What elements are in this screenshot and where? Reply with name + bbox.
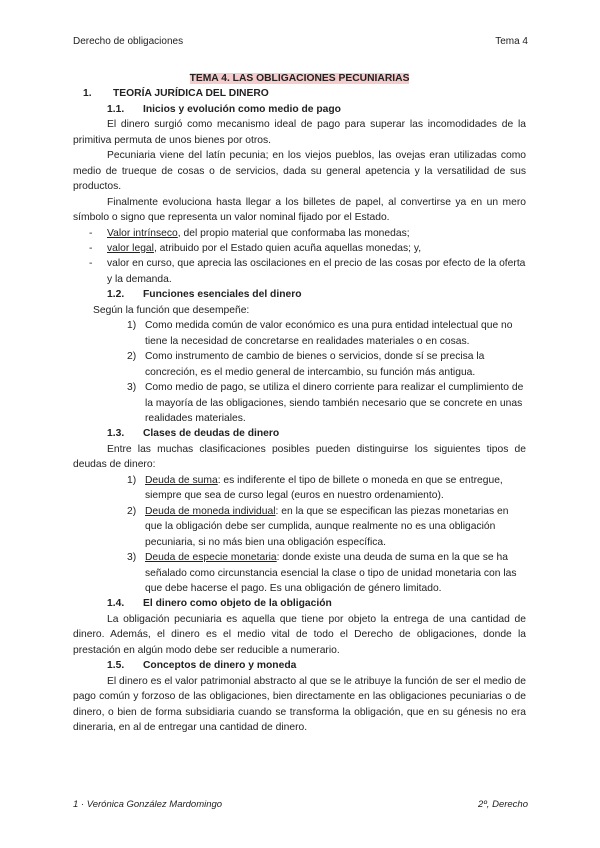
title-text: TEMA 4. LAS OBLIGACIONES PECUNIARIAS <box>189 73 410 84</box>
document-body <box>73 71 526 735</box>
list-number: 1) <box>127 320 137 332</box>
list-item-text: : es indiferente el tipo de billete o moneda en que se entregue, siempre que sea de curso legal (euros en nuestro ordenamiento). <box>145 474 503 502</box>
subsection-title: Funciones esenciales del dinero <box>143 289 302 301</box>
paragraph: Finalmente evoluciona hasta llegar a los billetes de papel, al convertirse ya en un mero símbolo o signo que representa un valor nominal fijado por el Estado. <box>73 196 526 224</box>
list-item-text: , del propio material que conformaba las monedas; <box>177 227 410 239</box>
subsection-heading-1-4 <box>73 596 526 611</box>
underlined-term: Deuda de suma <box>145 474 218 486</box>
list-number: 3) <box>127 382 137 394</box>
subsection-title: El dinero como objeto de la obligación <box>143 598 332 610</box>
subsection-heading-1-5 <box>73 658 526 673</box>
paragraph: Según la función que desempeñe: <box>93 304 250 316</box>
list-item-text: : en la que se especifican las piezas monetarias en que la obligación debe ser cumplida, aunque realmente no es una obligación pecuniaria, si no más bien una obligación específica. <box>145 505 509 548</box>
section-heading-1 <box>73 86 526 101</box>
paragraph: El dinero es el valor patrimonial abstracto al que se le atribuye la función de ser el medio de pago común y forzoso de las obligaciones, bien directamente en las obligaciones pecuniarias o de dinero, o bien de forma subsidiaria cuando se transforma la obligación, que en su génesis no era dineraria, en al de entregar una cantidad de dinero. <box>73 675 526 734</box>
list-number: 2) <box>127 505 137 517</box>
subsection-heading-1-3 <box>73 426 526 441</box>
subsection-number: 1.3. <box>107 428 125 440</box>
list-item <box>73 226 526 241</box>
list-item-text: Como medio de pago, se utiliza el dinero corriente para realizar el cumplimiento de la mayoría de las obligaciones, siendo también necesario que se concrete en unas realidades materiales. <box>145 382 524 424</box>
list-number: 1) <box>127 474 137 486</box>
subsection-number: 1.2. <box>107 289 125 301</box>
list-item <box>73 504 526 550</box>
list-item <box>73 256 526 287</box>
subsection-number: 1.1. <box>107 103 125 115</box>
subsection-heading-1-1 <box>73 102 526 117</box>
subsection-title: Clases de deudas de dinero <box>143 428 280 440</box>
underlined-term: Deuda de moneda individual <box>145 505 276 517</box>
list-item-text: , atribuido por el Estado quien acuña aquellas monedas; y, <box>153 242 422 254</box>
list-item <box>73 473 526 504</box>
section-number: 1. <box>83 88 92 100</box>
subsection-number: 1.4. <box>107 598 125 610</box>
list-item <box>73 550 526 596</box>
section-title: TEORÍA JURÍDICA DEL DINERO <box>113 88 269 100</box>
paragraph: Pecuniaria viene del latín pecunia; en los viejos pueblos, las ovejas eran utilizadas como medio de trueque de cosas o de servicios, dada su general apetencia y la versatilidad de sus productos. <box>73 150 526 193</box>
dash-marker: - <box>89 258 93 270</box>
footer-left: 1 · Verónica González Mardomingo <box>73 799 223 810</box>
list-item <box>73 318 526 349</box>
list-item-text: : donde existe una deuda de suma en la que se ha señalado como circunstancia esencial la clase o tipo de unidad monetaria con las que debe hacerse el pago. Es una obligación de género limitado. <box>145 552 517 594</box>
list-item-text: Como instrumento de cambio de bienes o servicios, donde sí se precisa la concreción, es el medio general de intercambio, su función más antigua. <box>145 351 485 378</box>
list-number: 3) <box>127 552 137 564</box>
list-item-text: valor en curso, que aprecia las oscilaciones en el precio de las cosas por efecto de la oferta y la demanda. <box>107 258 526 285</box>
header-left: Derecho de obligaciones <box>73 36 184 47</box>
dash-marker: - <box>89 227 93 239</box>
list-item <box>73 349 526 380</box>
paragraph: Entre las muchas clasificaciones posibles pueden distinguirse los siguientes tipos de deudas de dinero: <box>73 443 526 471</box>
list-item <box>73 380 526 426</box>
list-item-text: Como medida común de valor económico es una pura entidad intelectual que no tiene la necesidad de concretarse en realidades materiales o en cosas. <box>145 320 513 347</box>
dash-marker: - <box>89 242 93 254</box>
underlined-term: Valor intrínseco <box>107 227 178 239</box>
subsection-title: Conceptos de dinero y moneda <box>143 660 297 672</box>
underlined-term: Deuda de especie monetaria <box>145 552 277 564</box>
header-right: Tema 4 <box>495 36 528 47</box>
list-number: 2) <box>127 351 137 363</box>
list-item <box>73 241 526 256</box>
subsection-number: 1.5. <box>107 660 125 672</box>
underlined-term: valor legal <box>107 242 154 254</box>
page-title <box>73 71 526 86</box>
footer-right: 2º, Derecho <box>478 799 528 810</box>
subsection-heading-1-2 <box>73 287 526 302</box>
paragraph: El dinero surgió como mecanismo ideal de pago para superar las incomodidades de la primitiva permuta de unos bienes por otros. <box>73 119 526 146</box>
paragraph: La obligación pecuniaria es aquella que tiene por objeto la entrega de una cantidad de dinero. Además, el dinero es el medio vital de todo el Derecho de obligaciones, donde la prestación en algún modo debe ser reducible a numerario. <box>73 613 526 656</box>
subsection-title: Inicios y evolución como medio de pago <box>143 103 341 115</box>
